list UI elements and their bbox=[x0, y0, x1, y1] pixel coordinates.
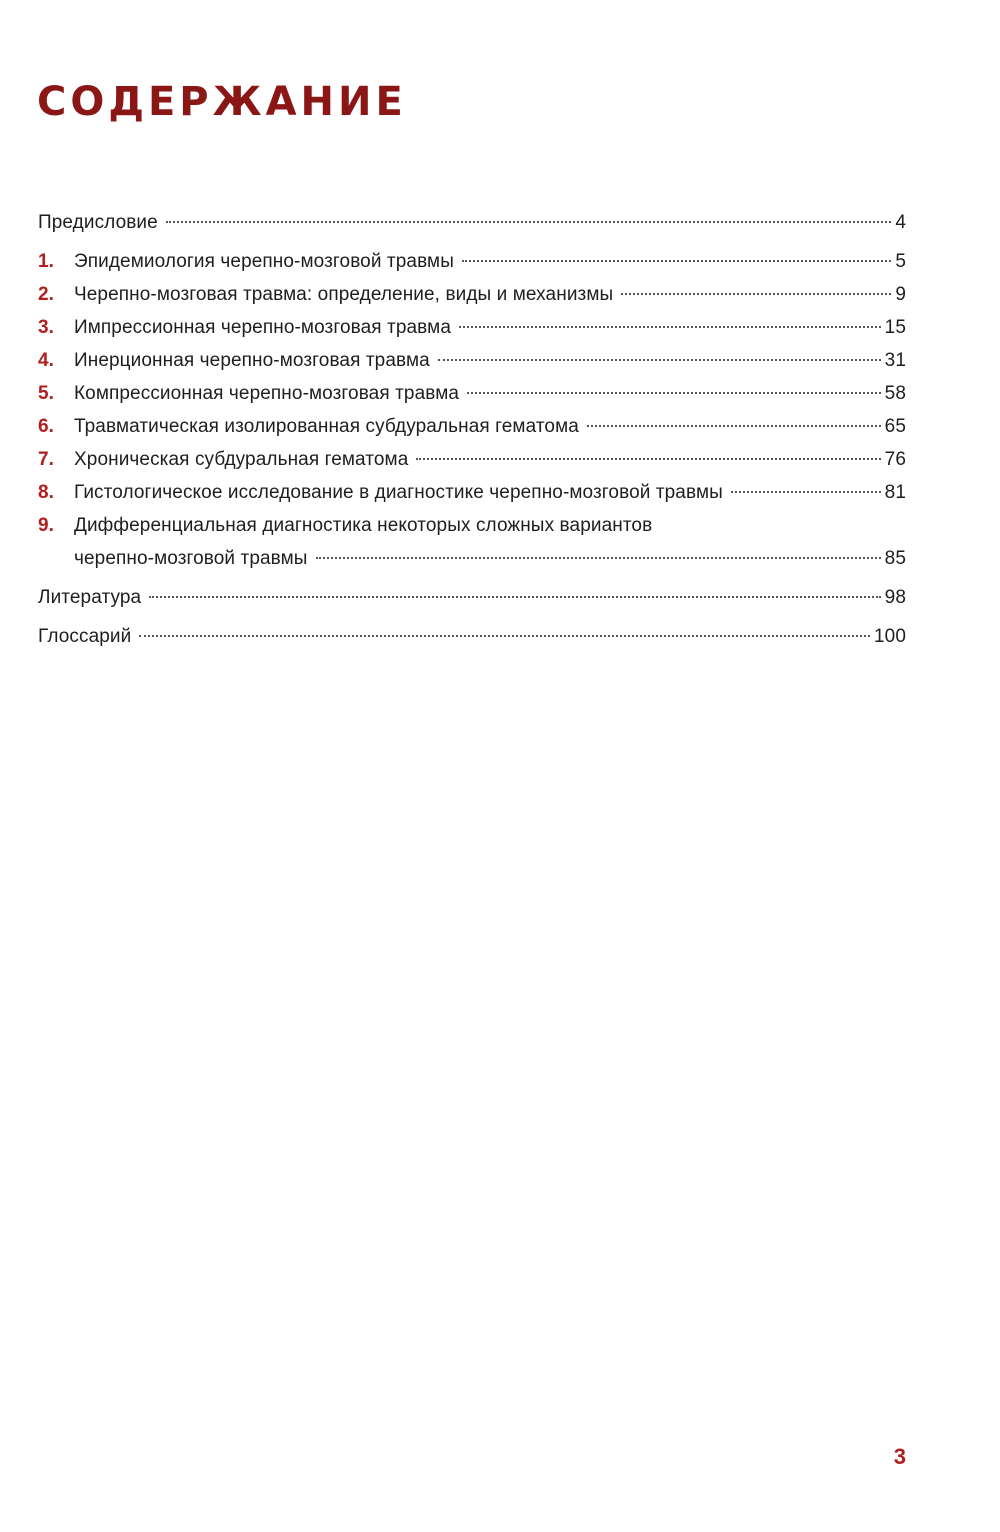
toc-entry-chapter-7[interactable] bbox=[38, 443, 906, 476]
toc-entry-literature[interactable] bbox=[38, 581, 906, 614]
dot-leader bbox=[438, 359, 881, 361]
toc-page-number: 58 bbox=[884, 383, 906, 404]
toc-entry-title: Черепно-мозговая травма: определение, виды и механизмы bbox=[74, 284, 614, 305]
toc-page-number: 81 bbox=[884, 482, 906, 503]
toc-page-number: 85 bbox=[884, 548, 906, 569]
toc-page-number: 9 bbox=[895, 284, 906, 305]
chapter-number: 4. bbox=[38, 350, 55, 371]
toc-entry-title: Хроническая субдуральная гематома bbox=[74, 449, 409, 470]
chapter-number: 1. bbox=[38, 251, 55, 272]
chapter-number: 5. bbox=[38, 383, 55, 404]
toc-entry-title: Инерционная черепно-мозговая травма bbox=[74, 350, 430, 371]
dot-leader bbox=[416, 458, 880, 460]
toc-entry-title: Предисловие bbox=[38, 212, 158, 233]
table-of-contents bbox=[38, 206, 906, 653]
dot-leader bbox=[459, 326, 881, 328]
toc-entry-title: Глоссарий bbox=[38, 626, 132, 647]
toc-page-number: 98 bbox=[884, 587, 906, 608]
chapter-number: 6. bbox=[38, 416, 55, 437]
chapter-number: 9. bbox=[38, 515, 55, 536]
toc-entry-chapter-4[interactable] bbox=[38, 344, 906, 377]
toc-entry-chapter-1[interactable] bbox=[38, 245, 906, 278]
toc-page-number: 65 bbox=[884, 416, 906, 437]
toc-entry-title: черепно-мозговой травмы bbox=[74, 548, 308, 569]
toc-entry-chapter-8[interactable] bbox=[38, 476, 906, 509]
chapter-number: 2. bbox=[38, 284, 55, 305]
dot-leader bbox=[731, 491, 881, 493]
toc-entry-chapter-5[interactable] bbox=[38, 377, 906, 410]
toc-entry-chapter-3[interactable] bbox=[38, 311, 906, 344]
chapter-number: 8. bbox=[38, 482, 55, 503]
page-number: 3 bbox=[893, 1444, 906, 1469]
toc-entry-chapter-6[interactable] bbox=[38, 410, 906, 443]
dot-leader bbox=[621, 293, 891, 295]
toc-entry-chapter-9[interactable] bbox=[38, 509, 906, 542]
toc-entry-title: Гистологическое исследование в диагностике черепно-мозговой травмы bbox=[74, 482, 723, 503]
toc-page-number: 5 bbox=[895, 251, 906, 272]
toc-page-number: 31 bbox=[884, 350, 906, 371]
dot-leader bbox=[166, 221, 892, 223]
toc-entry-title: Эпидемиология черепно-мозговой травмы bbox=[74, 251, 454, 272]
chapter-number: 3. bbox=[38, 317, 55, 338]
dot-leader bbox=[467, 392, 881, 394]
toc-entry-chapter-2[interactable] bbox=[38, 278, 906, 311]
toc-page-number: 100 bbox=[873, 626, 906, 647]
toc-entry-title: Компрессионная черепно-мозговая травма bbox=[74, 383, 460, 404]
dot-leader bbox=[139, 635, 870, 637]
toc-entry-title: Импрессионная черепно-мозговая травма bbox=[74, 317, 451, 338]
toc-entry-title: Дифференциальная диагностика некоторых сложных вариантов bbox=[74, 515, 653, 536]
dot-leader bbox=[462, 260, 891, 262]
toc-entry-preface[interactable] bbox=[38, 206, 906, 239]
toc-page-number: 4 bbox=[895, 212, 906, 233]
toc-entry-title: Литература bbox=[38, 587, 142, 608]
dot-leader bbox=[587, 425, 881, 427]
page-title: СОДЕРЖАНИЕ bbox=[37, 79, 407, 125]
dot-leader bbox=[316, 557, 881, 559]
toc-page-number: 15 bbox=[884, 317, 906, 338]
toc-entry-chapter-9-continued[interactable] bbox=[38, 542, 906, 575]
dot-leader bbox=[149, 596, 880, 598]
chapter-number: 7. bbox=[38, 449, 55, 470]
toc-page-number: 76 bbox=[884, 449, 906, 470]
toc-entry-title: Травматическая изолированная субдуральная гематома bbox=[74, 416, 579, 437]
toc-entry-glossary[interactable] bbox=[38, 620, 906, 653]
